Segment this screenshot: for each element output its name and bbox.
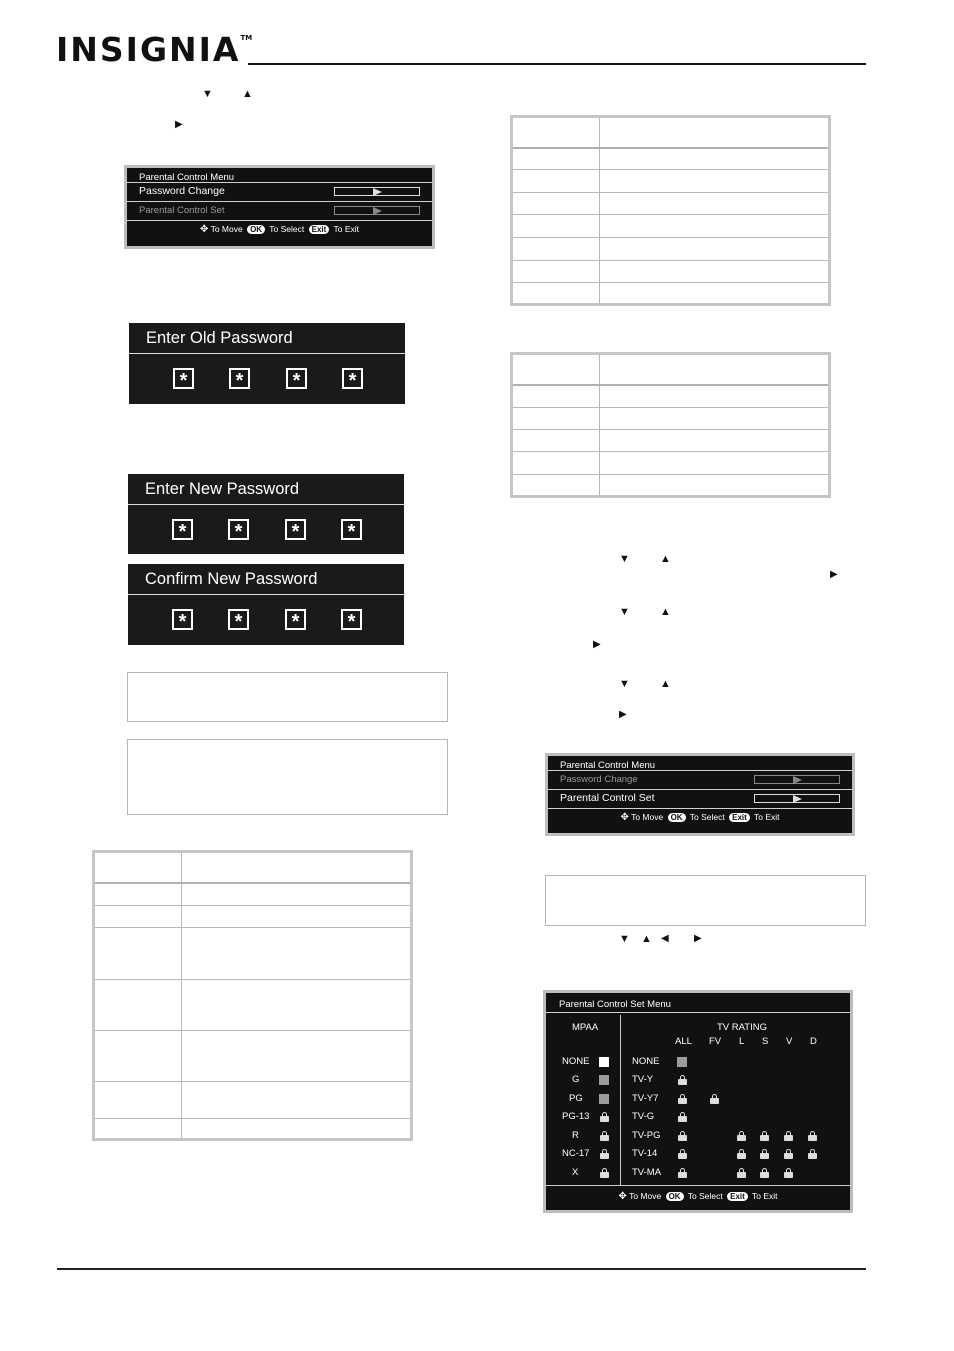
- ok-key-icon: OK: [668, 813, 686, 822]
- footer-exit-label: To Exit: [752, 1191, 778, 1201]
- footer-move-label: To Move: [210, 224, 243, 234]
- password-digit[interactable]: *: [341, 609, 362, 630]
- right-arrow-icon: ▶: [619, 709, 627, 720]
- mpaa-none-cell[interactable]: [599, 1057, 609, 1067]
- menu-item-parental-control-set[interactable]: [127, 202, 432, 221]
- menu-item-password-change[interactable]: [548, 771, 852, 790]
- tv-col-fv: FV: [709, 1036, 722, 1047]
- down-arrow-icon: ▼: [619, 678, 630, 690]
- password-digit[interactable]: *: [229, 368, 250, 389]
- right-arrow-icon: ▶: [694, 933, 702, 944]
- move-icon: ✥: [199, 224, 209, 235]
- right-arrow-icon: ▶: [830, 569, 838, 580]
- password-digit[interactable]: *: [173, 368, 194, 389]
- password-digit[interactable]: *: [172, 519, 193, 540]
- ratings-menu-title: Parental Control Set Menu: [546, 993, 850, 1013]
- lock-icon[interactable]: [678, 1131, 687, 1141]
- mpaa-pg-cell[interactable]: [599, 1094, 609, 1104]
- tv-col-d: D: [810, 1036, 817, 1047]
- mpaa-header: MPAA: [572, 1022, 599, 1033]
- menu-item-label: Parental Control Set: [560, 792, 655, 804]
- menu-title: Parental Control Menu: [127, 168, 432, 183]
- move-icon: ✥: [620, 812, 629, 823]
- menu-item-label: Password Change: [139, 185, 225, 197]
- lock-icon[interactable]: [760, 1168, 769, 1178]
- right-arrow-icon: ▶: [593, 639, 601, 650]
- enter-old-password-box: [129, 323, 405, 404]
- footer-move-label: To Move: [629, 1191, 662, 1201]
- column-divider: [620, 1015, 621, 1185]
- password-digit[interactable]: *: [228, 519, 249, 540]
- up-arrow-icon: ▲: [660, 606, 671, 618]
- lock-icon[interactable]: [737, 1131, 746, 1141]
- note-box: [127, 739, 448, 815]
- tv-col-l: L: [739, 1036, 745, 1047]
- down-arrow-icon: ▼: [619, 933, 630, 945]
- menu-item-bar: [754, 775, 840, 784]
- exit-key-icon: Exit: [729, 813, 750, 822]
- blank-table: [92, 850, 413, 1141]
- tv-col-v: V: [786, 1036, 793, 1047]
- footer-rule: [57, 1268, 866, 1270]
- move-icon: ✥: [618, 1191, 627, 1202]
- tv-rating-header: TV RATING: [717, 1022, 767, 1033]
- lock-icon[interactable]: [600, 1131, 609, 1141]
- tv-row-label: TV-PG: [632, 1130, 661, 1141]
- password-digit[interactable]: *: [285, 609, 306, 630]
- menu-footer: [548, 809, 852, 823]
- brand-logo: INSIGNIA™: [56, 30, 253, 69]
- mpaa-row-label: PG-13: [562, 1111, 590, 1122]
- menu-title: Parental Control Menu: [548, 756, 852, 771]
- up-arrow-icon: ▲: [641, 933, 652, 945]
- tv-none-cell[interactable]: [677, 1057, 687, 1067]
- tv-row-label: TV-Y: [632, 1074, 654, 1085]
- parental-control-set-menu-screenshot: [543, 990, 853, 1213]
- lock-icon[interactable]: [784, 1168, 793, 1178]
- tv-row-label: TV-14: [632, 1148, 658, 1159]
- footer-select-label: To Select: [269, 224, 305, 234]
- note-box: [545, 875, 866, 926]
- password-digit[interactable]: *: [286, 368, 307, 389]
- menu-item-label: Password Change: [560, 774, 638, 785]
- lock-icon[interactable]: [678, 1094, 687, 1104]
- password-digit[interactable]: *: [172, 609, 193, 630]
- footer-move-label: To Move: [631, 812, 664, 822]
- footer-exit-label: To Exit: [754, 812, 780, 822]
- lock-icon[interactable]: [808, 1149, 817, 1159]
- enter-new-password-box: [128, 474, 404, 554]
- footer-select-label: To Select: [689, 812, 725, 822]
- password-digit[interactable]: *: [228, 609, 249, 630]
- up-arrow-icon: ▲: [660, 553, 671, 565]
- lock-icon[interactable]: [600, 1168, 609, 1178]
- menu-item-bar: [334, 206, 420, 215]
- lock-icon[interactable]: [760, 1149, 769, 1159]
- menu-item-parental-control-set[interactable]: [548, 790, 852, 809]
- menu-item-label: Parental Control Set: [139, 205, 225, 216]
- mpaa-row-label: NC-17: [562, 1148, 590, 1159]
- tv-row-label: TV-Y7: [632, 1093, 659, 1104]
- lock-icon[interactable]: [678, 1168, 687, 1178]
- tv-row-label: TV-G: [632, 1111, 655, 1122]
- lock-icon[interactable]: [600, 1112, 609, 1122]
- tv-row-label: NONE: [632, 1056, 660, 1067]
- down-arrow-icon: ▼: [619, 553, 630, 565]
- password-digit[interactable]: *: [285, 519, 306, 540]
- password-box-title: Enter Old Password: [129, 323, 405, 354]
- lock-icon[interactable]: [678, 1149, 687, 1159]
- footer-divider: [546, 1185, 850, 1186]
- footer-exit-label: To Exit: [333, 224, 360, 234]
- blank-table: [510, 352, 831, 498]
- menu-footer: [127, 221, 432, 235]
- lock-icon[interactable]: [678, 1075, 687, 1085]
- tv-col-s: S: [762, 1036, 769, 1047]
- mpaa-row-label: R: [572, 1130, 579, 1141]
- tv-row-label: TV-MA: [632, 1167, 662, 1178]
- password-digit[interactable]: *: [342, 368, 363, 389]
- note-box: [127, 672, 448, 722]
- mpaa-g-cell[interactable]: [599, 1075, 609, 1085]
- lock-icon[interactable]: [760, 1131, 769, 1141]
- password-box-title: Confirm New Password: [128, 564, 404, 595]
- menu-item-bar: [334, 187, 420, 196]
- mpaa-row-label: PG: [569, 1093, 583, 1104]
- exit-key-icon: Exit: [309, 225, 330, 234]
- lock-icon[interactable]: [784, 1131, 793, 1141]
- blank-table: [510, 115, 831, 306]
- right-arrow-icon: ▶: [175, 119, 183, 130]
- down-arrow-icon: ▼: [619, 606, 630, 618]
- lock-icon[interactable]: [737, 1168, 746, 1178]
- tv-col-all: ALL: [675, 1036, 692, 1047]
- lock-icon[interactable]: [784, 1149, 793, 1159]
- mpaa-row-label: X: [572, 1167, 579, 1178]
- ratings-menu-footer: [546, 1191, 850, 1202]
- ok-key-icon: OK: [666, 1192, 684, 1201]
- down-arrow-icon: ▼: [202, 88, 213, 100]
- lock-icon[interactable]: [808, 1131, 817, 1141]
- password-box-title: Enter New Password: [128, 474, 404, 505]
- left-arrow-icon: ◀: [661, 933, 669, 944]
- header-rule: [248, 63, 866, 65]
- footer-select-label: To Select: [687, 1191, 723, 1201]
- mpaa-row-label: G: [572, 1074, 580, 1085]
- up-arrow-icon: ▲: [660, 678, 671, 690]
- mpaa-row-label: NONE: [562, 1056, 590, 1067]
- lock-icon[interactable]: [600, 1149, 609, 1159]
- confirm-new-password-box: [128, 564, 404, 645]
- lock-icon[interactable]: [737, 1149, 746, 1159]
- menu-item-password-change[interactable]: [127, 183, 432, 202]
- ok-key-icon: OK: [247, 225, 265, 234]
- up-arrow-icon: ▲: [242, 88, 253, 100]
- parental-control-menu-screenshot: [124, 165, 435, 249]
- lock-icon[interactable]: [678, 1112, 687, 1122]
- lock-icon[interactable]: [710, 1094, 719, 1104]
- menu-item-bar: [754, 794, 840, 803]
- parental-control-menu-screenshot-2: [545, 753, 855, 836]
- exit-key-icon: Exit: [727, 1192, 748, 1201]
- password-digit[interactable]: *: [341, 519, 362, 540]
